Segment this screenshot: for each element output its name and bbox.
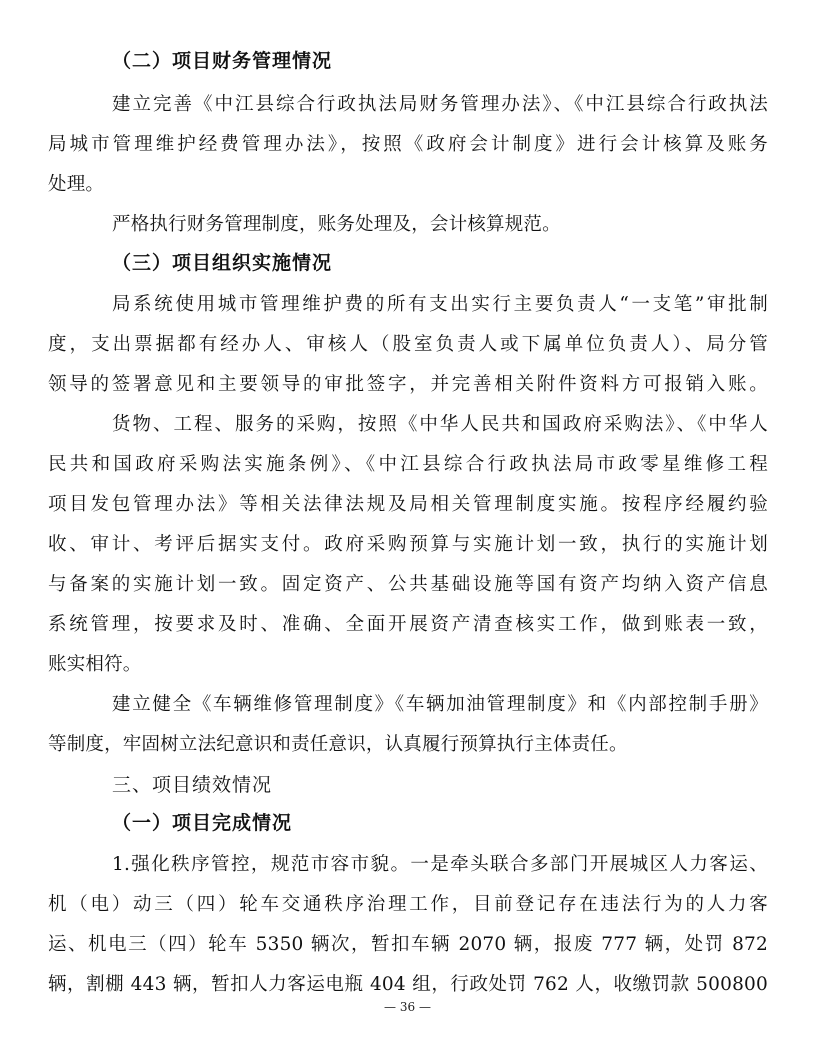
- paragraph-line: 运、机电三（四）轮车 5350 辆次，暂扣车辆 2070 辆，报废 777 辆，处罚 872: [48, 934, 768, 955]
- paragraph-line: 账实相符。: [48, 654, 142, 675]
- paragraph-line: 局系统使用城市管理维护费的所有支出实行主要负责人“一支笔”审批制: [112, 294, 768, 315]
- paragraph-line: 与备案的实施计划一致。固定资产、公共基础设施等国有资产均纳入资产信息: [48, 574, 768, 595]
- paragraph-line: 民共和国政府采购法实施条例》、《中江县综合行政执法局市政零星维修工程: [48, 454, 768, 475]
- paragraph-line: 领导的签署意见和主要领导的审批签字，并完善相关附件资料方可报销入账。: [48, 374, 768, 395]
- page-number: — 36 —: [384, 1000, 431, 1014]
- heading-organization-implementation: （三）项目组织实施情况: [112, 252, 333, 274]
- paragraph-line: 等制度，牢固树立法纪意识和责任意识，认真履行预算执行主体责任。: [48, 734, 628, 755]
- paragraph-line: 辆，割棚 443 辆，暂扣人力客运电瓶 404 组，行政处罚 762 人，收缴罚款 500800: [48, 974, 768, 995]
- paragraph-line: 项目发包管理办法》等相关法律法规及局相关管理制度实施。按程序经履约验: [48, 494, 768, 515]
- paragraph-line: 局城市管理维护经费管理办法》，按照《政府会计制度》进行会计核算及账务: [48, 134, 768, 155]
- paragraph-line: 严格执行财务管理制度，账务处理及，会计核算规范。: [112, 214, 561, 235]
- heading-finance-management: （二）项目财务管理情况: [112, 50, 333, 72]
- paragraph-line: 建立完善《中江县综合行政执法局财务管理办法》、《中江县综合行政执法: [112, 94, 768, 115]
- paragraph-line: 1.强化秩序管控，规范市容市貌。一是牵头联合多部门开展城区人力客运、: [112, 854, 768, 875]
- paragraph-line: 建立健全《车辆维修管理制度》《车辆加油管理制度》和《内部控制手册》: [112, 694, 768, 715]
- paragraph-line: 处理。: [48, 174, 105, 195]
- heading-performance-section: 三、项目绩效情况: [112, 774, 273, 796]
- paragraph-line: 货物、工程、服务的采购，按照《中华人民共和国政府采购法》、《中华人: [112, 414, 768, 435]
- paragraph-line: 度，支出票据都有经办人、审核人（股室负责人或下属单位负责人）、局分管: [48, 334, 768, 355]
- paragraph-line: 收、审计、考评后据实支付。政府采购预算与实施计划一致，执行的实施计划: [48, 534, 768, 555]
- heading-project-completion: （一）项目完成情况: [112, 812, 293, 834]
- paragraph-line: 机（电）动三（四）轮车交通秩序治理工作，目前登记存在违法行为的人力客: [48, 894, 768, 915]
- paragraph-line: 系统管理，按要求及时、准确、全面开展资产清查核实工作，做到账表一致，: [48, 614, 768, 635]
